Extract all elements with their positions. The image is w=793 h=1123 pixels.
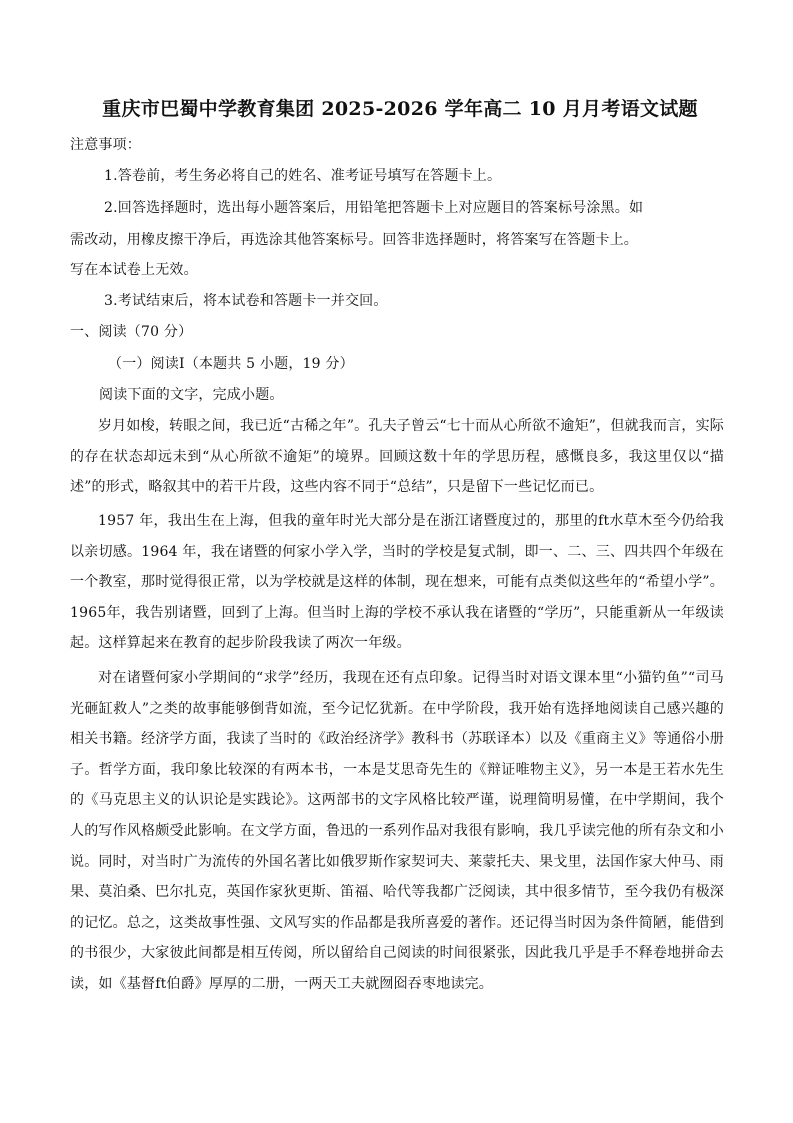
article-paragraph-3: 对在诸暨何家小学期间的“求学”经历，我现在还有点印象。记得当时对语文课本里“小猫钓鱼”“司马光砸缸救人”之类的故事能够倒背如流，至今记忆犹新。在中学阶段，我开始有选择地阅读自己感兴趣的相关书籍。经济学方面，我读了当时的《政治经济学》教科书（苏联译本）以及《重商主义》等通俗小册子。哲学方面，我印象比较深的有两本书，一本是艾思奇先生的《辩证唯物主义》，另一本是王若水先生的《马克思主义的认识论是实践论》。这两部书的文字风格比较严谨，说理简明易懂，在中学期间，我个人的写作风格颇受此影响。在文学方面，鲁迅的一系列作品对我很有影响，我几乎读完他的所有杂文和小说。同时，对当时广为流传的外国名著比如俄罗斯作家契诃夫、莱蒙托夫、果戈里，法国作家大仲马、雨果、莫泊桑、巴尔扎克，英国作家狄更斯、笛福、哈代等我都广泛阅读，其中很多情节，至今我仍有极深的记忆。总之，这类故事性强、文风写实的作品都是我所喜爱的著作。还记得当时因为条件简陋，能借到的书很少，大家彼此间都是相互传阅，所以留给自己阅读的时间很紧张，因此我几乎是手不释卷地拼命去读，如《基督ft伯爵》厚厚的二册，一两天工夫就囫囵吞枣地读完。 — [70, 670, 724, 992]
notice-item-3: 3.考试结束后，将本试卷和答题卡一并交回。 — [104, 293, 388, 309]
notice-item-1: 1.答卷前，考生务必将自己的姓名、准考证号填写在答题卡上。 — [104, 168, 502, 184]
notice-item-2: 2.回答选择题时，选出每小题答案后，用铅笔把答题卡上对应题目的答案标号涂黑。如 — [104, 200, 644, 216]
notice-heading: 注意事项： — [70, 137, 141, 153]
exam-title: 重庆市巴蜀中学教育集团 2025-2026 学年高二 10 月月考语文试题 — [102, 98, 698, 120]
notice-item-2-end: 写在本试卷上无效。 — [70, 262, 198, 278]
section-heading: 一、阅读（70 分） — [70, 324, 193, 340]
article-paragraph-2: 1957 年，我出生在上海，但我的童年时光大部分是在浙江诸暨度过的，那里的ft水草木至今仍给我以亲切感。1964 年，我在诸暨的何家小学入学，当时的学校是复式制，即一、二、三、四共四个年级在一个教室，那时觉得很正常，以为学校就是这样的体制，现在想来，可能有点类似这些年的“希望小学”。1965年，我告别诸暨，回到了上海。但当时上海的学校不承认我在诸暨的“学历”，只能重新从一年级读起。这样算起来在教育的起步阶段我读了两次一年级。 — [70, 513, 724, 652]
article-paragraph-1: 岁月如梭，转眼之间，我已近“古稀之年”。孔夫子曾云“七十而从心所欲不逾矩”，但就我而言，实际的存在状态却远未到“从心所欲不逾矩”的境界。回顾这数十年的学思历程，感慨良多，我这里仅以“描述”的形式，略叙其中的若干片段，这些内容不同于“总结”，只是留下一些记忆而已。 — [70, 418, 724, 496]
notice-item-2-continued: 需改动，用橡皮擦干净后，再选涂其他答案标号。回答非选择题时，将答案写在答题卡上。 — [70, 232, 638, 248]
subsection-heading: （一）阅读Ⅰ（本题共 5 小题，19 分） — [108, 356, 354, 372]
instruction-text: 阅读下面的文字，完成小题。 — [99, 387, 284, 403]
